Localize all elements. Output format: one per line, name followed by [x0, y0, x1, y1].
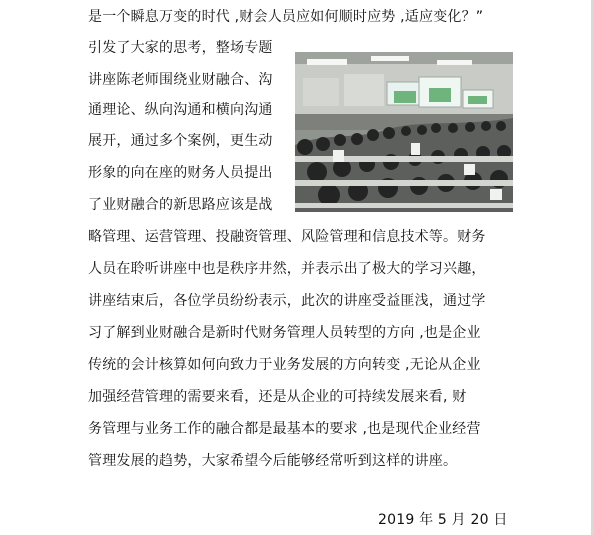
article-line-1: 是一个瞬息万变的时代 ,财会人员应如何顺时应势 ,适应变化？”: [88, 9, 484, 25]
article-line-5: 展开，通过多个案例，更生动: [88, 133, 273, 149]
article-line-14: 务管理与业务工作的融合都是最基本的要求 ,也是现代企业经营: [88, 421, 481, 437]
article-line-8: 略管理、运营管理、投融资管理、风险管理和信息技术等。财务: [88, 229, 486, 245]
article-line-15: 管理发展的趋势，大家希望今后能够经常听到这样的讲座。: [88, 453, 458, 469]
article-line-12: 传统的会计核算如何向致力于业务发展的方向转变 ,无论从企业: [88, 357, 481, 373]
article-line-6: 形象的向在座的财务人员提出: [88, 165, 273, 181]
article-line-10: 讲座结束后，各位学员纷纷表示，此次的讲座受益匪浅，通过学: [88, 293, 486, 309]
article-line-11: 习了解到业财融合是新时代财务管理人员转型的方向 ,也是企业: [88, 325, 481, 341]
article-line-13: 加强经营管理的需要来看，还是从企业的可持续发展来看, 财: [88, 389, 467, 405]
lecture-photo: [295, 52, 513, 212]
article-line-2: 引发了大家的思考，整场专题: [88, 40, 273, 56]
article-line-4: 通理论、纵向沟通和横向沟通: [88, 102, 273, 118]
date-line: 2019 年 5 月 20 日: [378, 512, 508, 528]
article-line-7: 了业财融合的新思路应该是战: [88, 197, 273, 213]
article-line-3: 讲座陈老师围绕业财融合、沟: [88, 72, 273, 88]
lecture-photo-illustration: [295, 52, 513, 212]
article-line-9: 人员在聆听讲座中也是秩序井然，并表示出了极大的学习兴趣，: [88, 261, 486, 277]
